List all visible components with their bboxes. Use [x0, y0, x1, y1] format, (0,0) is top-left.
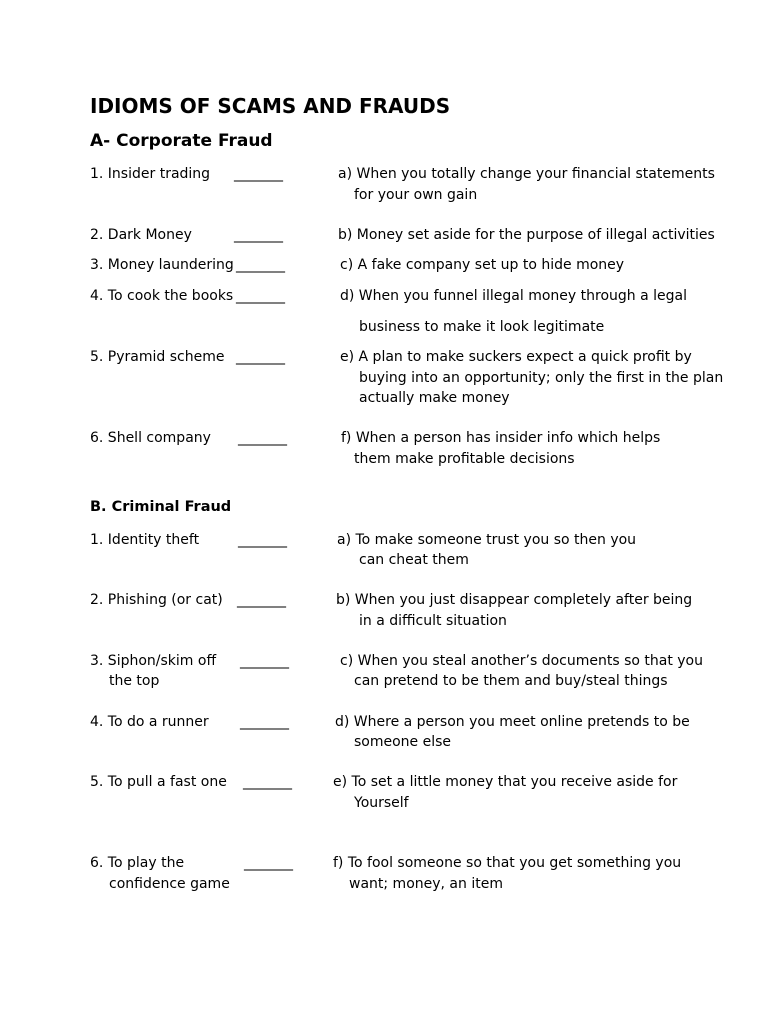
definition-a1-line1: a) When you totally change your financial statements	[338, 166, 715, 182]
definition-b1-line2: can cheat them	[359, 552, 469, 568]
section-a-heading: A- Corporate Fraud	[90, 131, 273, 151]
definition-a5-line2: buying into an opportunity; only the first in the plan	[359, 370, 724, 386]
answer-blank-b6: _______	[244, 855, 293, 871]
definition-a1-line2: for your own gain	[354, 187, 478, 203]
term-b6-line2: confidence game	[109, 876, 230, 892]
term-a4: 4. To cook the books	[90, 288, 234, 304]
definition-b5-line1: e) To set a little money that you receive aside for	[333, 774, 678, 790]
answer-blank-a5: _______	[236, 349, 285, 365]
term-a1: 1. Insider trading	[90, 166, 211, 182]
term-b4: 4. To do a runner	[90, 714, 209, 730]
definition-b3-line1: c) When you steal another’s documents so that you	[340, 653, 703, 669]
definition-a5-line1: e) A plan to make suckers expect a quick profit by	[340, 349, 692, 365]
definition-b5-line2: Yourself	[354, 795, 409, 811]
definition-b2-line2: in a difficult situation	[359, 613, 507, 629]
term-b2: 2. Phishing (or cat)	[90, 592, 223, 608]
page-title: IDIOMS OF SCAMS AND FRAUDS	[90, 94, 451, 118]
definition-a5-line3: actually make money	[359, 390, 510, 406]
answer-blank-a2: _______	[234, 227, 283, 243]
answer-blank-a6: _______	[238, 430, 287, 446]
term-a3: 3. Money laundering	[90, 257, 234, 273]
definition-b6-line1: f) To fool someone so that you get something you	[333, 855, 682, 871]
definition-a2-line1: b) Money set aside for the purpose of illegal activities	[338, 227, 715, 243]
term-b3-line2: the top	[109, 673, 160, 689]
definition-b1-line1: a) To make someone trust you so then you	[337, 532, 637, 548]
term-b6-line1: 6. To play the	[90, 855, 185, 871]
definition-a6-line2: them make profitable decisions	[354, 451, 575, 467]
answer-blank-a3: _______	[236, 257, 285, 273]
section-b-heading: B. Criminal Fraud	[90, 499, 232, 515]
answer-blank-b3: _______	[240, 653, 289, 669]
definition-b4-line2: someone else	[354, 734, 452, 750]
answer-blank-b5: _______	[243, 774, 292, 790]
answer-blank-a4: _______	[236, 288, 285, 304]
term-a6: 6. Shell company	[90, 430, 211, 446]
answer-blank-b2: _______	[237, 592, 286, 608]
term-b3-line1: 3. Siphon/skim off	[90, 653, 217, 669]
definition-a6-line1: f) When a person has insider info which helps	[341, 430, 661, 446]
answer-blank-a1: _______	[234, 166, 283, 182]
definition-a4-line2: business to make it look legitimate	[359, 319, 605, 335]
answer-blank-b1: _______	[238, 532, 287, 548]
term-a2: 2. Dark Money	[90, 227, 192, 243]
definition-b3-line2: can pretend to be them and buy/steal things	[354, 673, 668, 689]
definition-b2-line1: b) When you just disappear completely after being	[336, 592, 693, 608]
definition-a4-line1: d) When you funnel illegal money through a legal	[340, 288, 687, 304]
term-b5: 5. To pull a fast one	[90, 774, 227, 790]
answer-blank-b4: _______	[240, 714, 289, 730]
definition-b4-line1: d) Where a person you meet online pretends to be	[335, 714, 690, 730]
term-a5: 5. Pyramid scheme	[90, 349, 225, 365]
term-b1: 1. Identity theft	[90, 532, 200, 548]
definition-a3-line1: c) A fake company set up to hide money	[340, 257, 625, 273]
definition-b6-line2: want; money, an item	[349, 876, 503, 892]
